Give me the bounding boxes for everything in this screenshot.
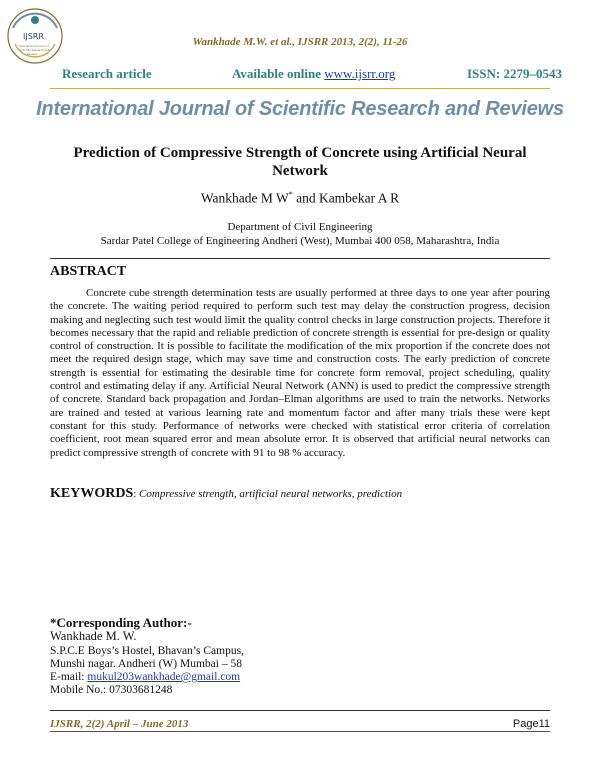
header-divider	[50, 88, 550, 89]
svg-text:International Journal of: International Journal of	[19, 45, 49, 48]
corresponding-name: Wankhade M. W.	[50, 629, 137, 644]
header-info-row	[62, 66, 562, 84]
issn-label: ISSN: 2279–0543	[467, 66, 562, 81]
available-online	[232, 66, 395, 82]
corresponding-address-1: S.P.C.E Boys’s Hostel, Bhavan’s Campus,	[50, 644, 244, 657]
author-first: Wankhade M W	[200, 190, 289, 206]
affiliation-department: Department of Civil Engineering	[227, 221, 373, 233]
journal-logo	[5, 6, 65, 66]
paper-title: Prediction of Compressive Strength of Concrete using Artificial Neural Network	[73, 145, 527, 179]
available-online-label: Available online	[232, 66, 321, 81]
abstract-heading: ABSTRACT	[50, 264, 127, 279]
journal-name: International Journal of Scientific Research and Reviews	[36, 98, 564, 120]
corresponding-email-line	[50, 671, 370, 684]
header-citation: Wankhade M.W. et al., IJSRR 2013, 2(2), 11-26	[192, 36, 408, 48]
abstract-divider	[50, 258, 550, 259]
keywords	[50, 486, 550, 502]
corresponding-mark: *	[288, 190, 293, 199]
svg-text:IJSRR: IJSRR	[23, 32, 44, 41]
journal-website-link[interactable]: www.ijsrr.org	[324, 66, 396, 81]
footer-citation: IJSRR, 2(2) April – June 2013	[50, 718, 189, 730]
abstract-body: Concrete cube strength determination tests are usually performed at three days to one year after pouring the concrete. The waiting period required to perform such test may delay the construction progress, decision making and neglecting such test would limit the quality control checks in large construction projects. Therefore it becomes necessary that the rapid and reliable prediction of concrete strength is essential for pre-design or quality control of construction. It is possible to facilitate the modification of the mix proportion if the concrete does not meet the required design stage, which may save time and construction costs. The early prediction of concrete strength is essential for estimating the desirable time for concrete form removal, project scheduling, quality control and estimating delay if any. Artificial Neural Network (ANN) is used to predict the compressive strength of concrete. Standard back propagation and Jordan–Elman algorithms are used to train the networks. Networks are trained and tested at various learning rate and momentum factor and after many trials these were kept constant for this study. Performance of networks were checked with statistical error criteria of correlation coefficient, root mean squared error and mean absolute error. It is observed that artificial neural networks can predict compressive strength of concrete with 91 to 98 % accuracy.	[50, 287, 550, 459]
keywords-separator: :	[133, 488, 140, 500]
corresponding-author-block	[50, 616, 370, 698]
keywords-value: Compressive strength, artificial neural networks, prediction	[139, 488, 403, 500]
author-rest: and Kambekar A R	[292, 190, 400, 206]
author-line	[100, 190, 500, 207]
email-link[interactable]: mukul203wankhade@gmail.com	[87, 671, 241, 684]
email-label: E-mail:	[50, 671, 88, 684]
affiliation	[60, 220, 540, 248]
footer-top-divider	[50, 710, 550, 711]
article-type: Research article	[62, 66, 152, 81]
page-number: Page11	[512, 718, 550, 730]
svg-text:Reviews: Reviews	[27, 53, 38, 56]
corresponding-mobile: Mobile No.: 07303681248	[50, 684, 173, 697]
corresponding-heading: *Corresponding Author:-	[50, 615, 192, 630]
corresponding-address-2: Munshi nagar. Andheri (W) Mumbai – 58	[50, 657, 242, 670]
keywords-heading: KEYWORDS	[50, 486, 134, 501]
affiliation-college: Sardar Patel College of Engineering Andheri (West), Mumbai 400 058, Maharashtra, India	[100, 235, 500, 247]
footer-divider	[50, 731, 550, 732]
svg-text:Scientific Research and: Scientific Research and	[19, 49, 50, 52]
